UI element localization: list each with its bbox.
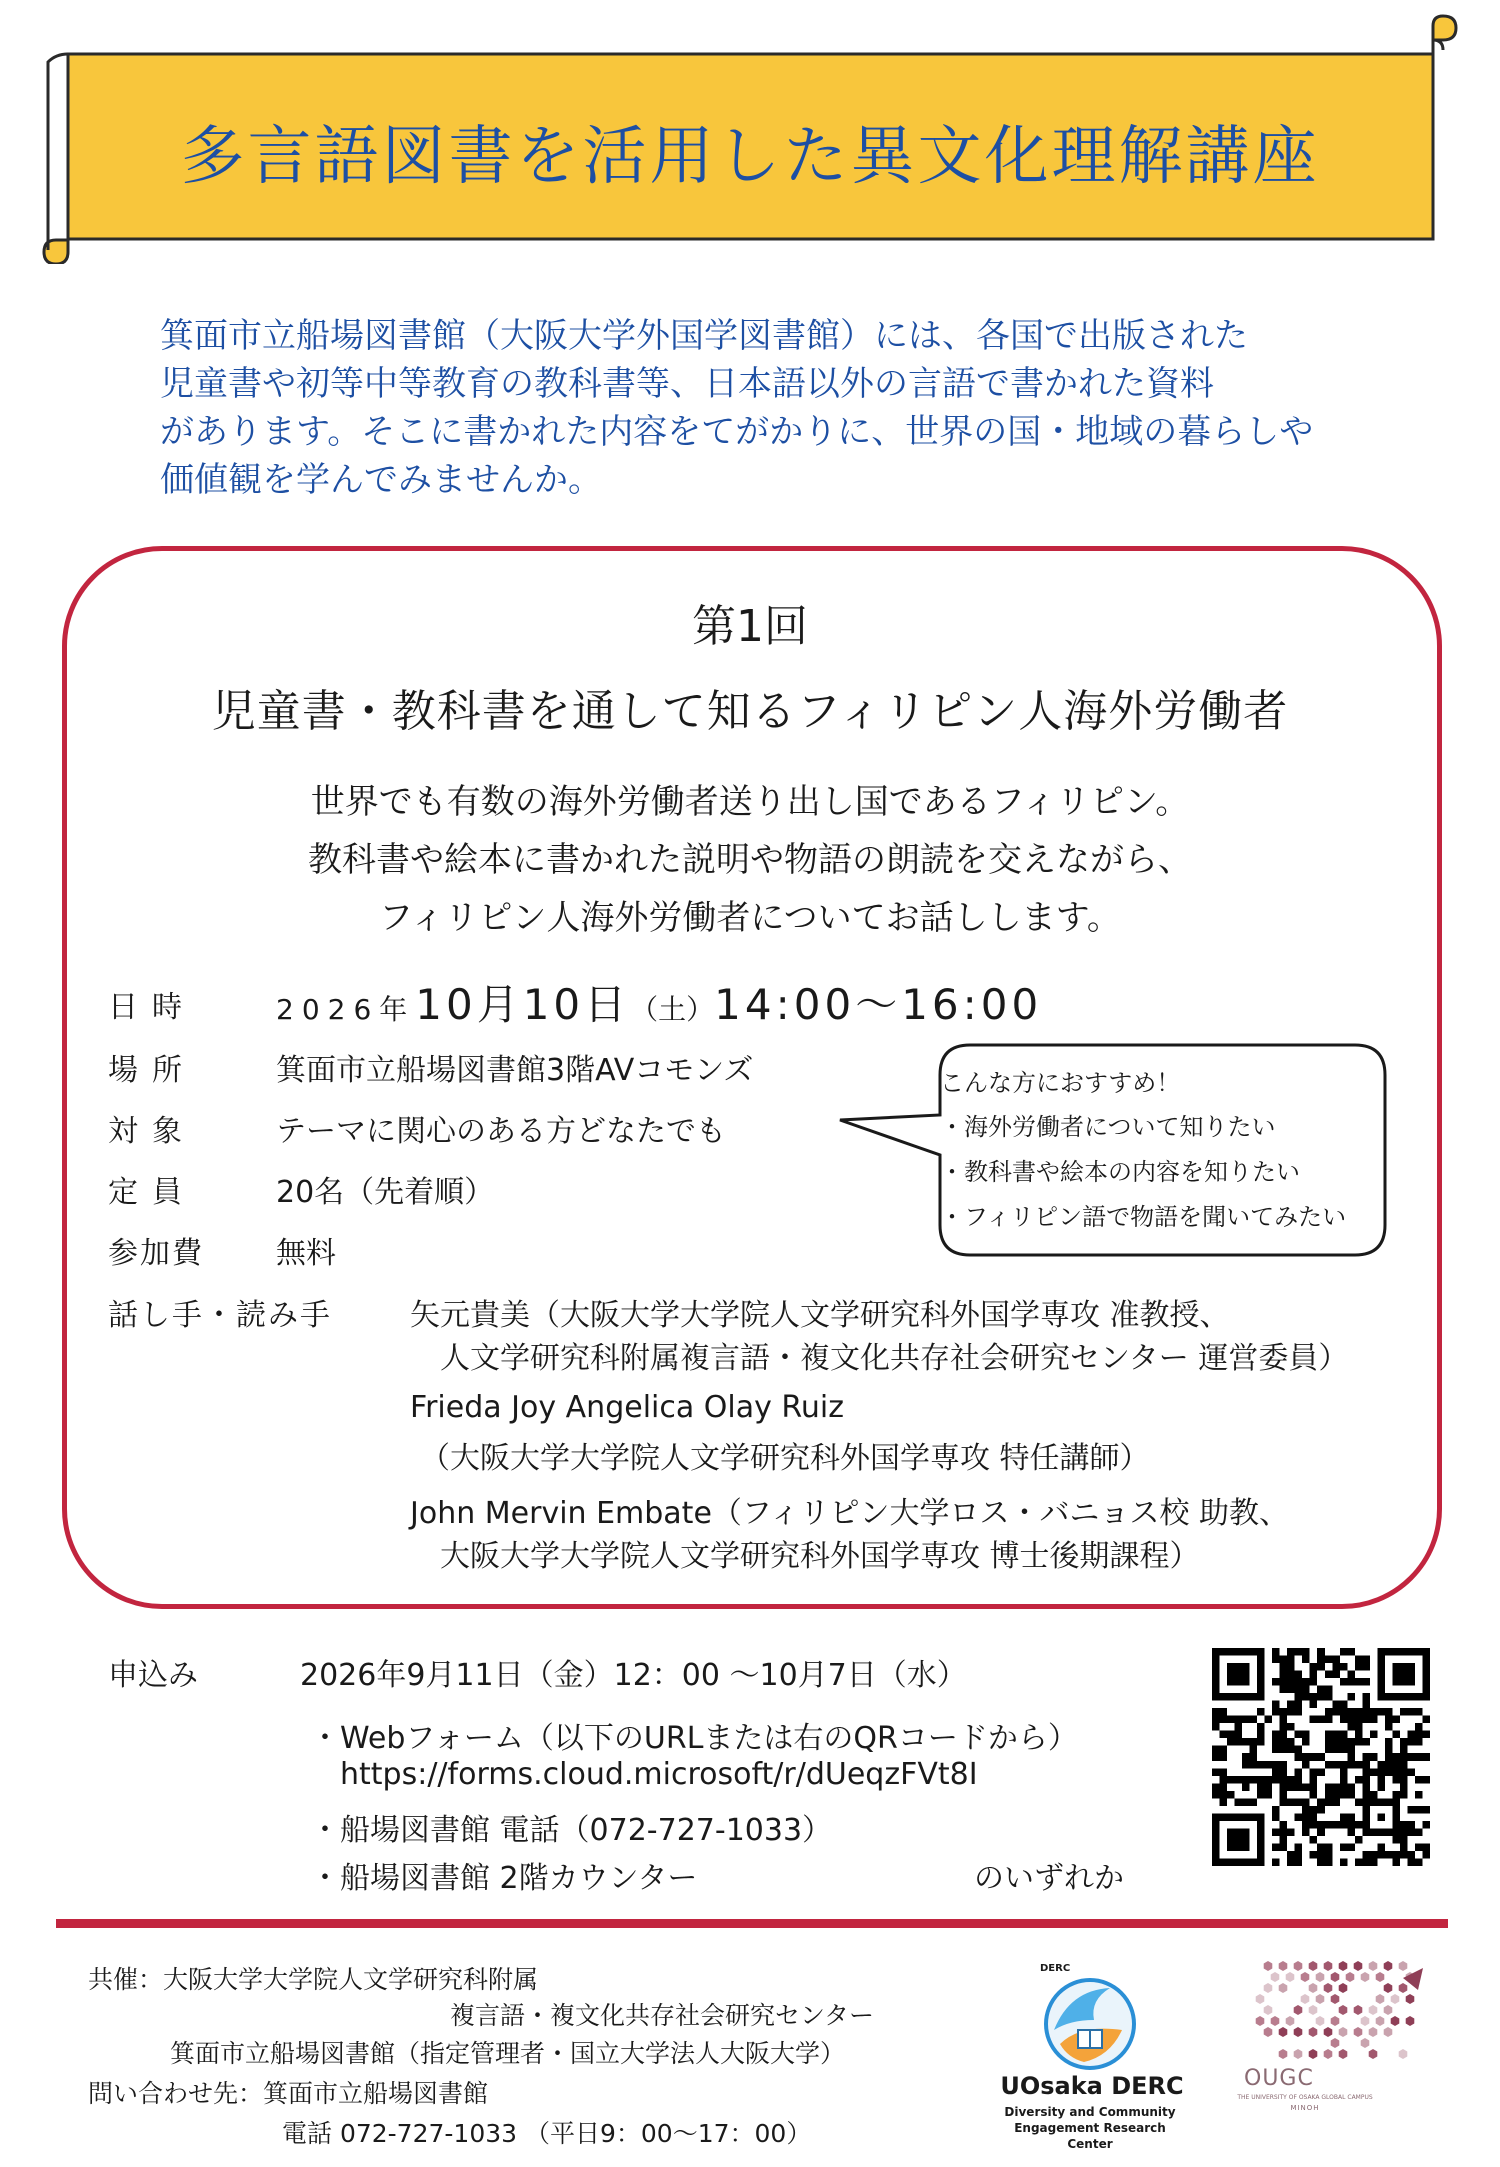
datetime-date: 10月10日 <box>415 980 631 1029</box>
speakers-label: 話し手・読み手 <box>108 1298 332 1333</box>
fee-value: 無料 <box>276 1236 336 1271</box>
speaker-line: （大阪大学大学院人文学研究科外国学専攻 特任講師） <box>420 1441 1150 1476</box>
place-label: 場所 <box>108 1053 196 1088</box>
speaker-line: 矢元貴美（大阪大学大学院人文学研究科外国学専攻 准教授、 <box>410 1298 1230 1333</box>
speaker-line: 大阪大学大学院人文学研究科外国学専攻 博士後期課程） <box>440 1539 1200 1574</box>
ougc-name: OUGC <box>1244 2066 1314 2091</box>
derc-name: UOsaka DERC <box>1000 2072 1184 2100</box>
host-line: 箕面市立船場図書館（指定管理者・国立大学法人大阪大学） <box>170 2039 846 2068</box>
application-suffix: のいずれか <box>974 1861 1124 1896</box>
datetime-dow: （土） <box>630 993 715 1026</box>
footer-divider <box>56 1919 1448 1928</box>
speaker-line: Frieda Joy Angelica Olay Ruiz <box>410 1390 844 1425</box>
ougc-subtitle: THE UNIVERSITY OF OSAKA GLOBAL CAMPUS <box>1237 2094 1373 2101</box>
derc-logo-text: DERC <box>1040 1963 1071 1974</box>
application-method: ・船場図書館 電話（072-727-1033） <box>310 1813 833 1848</box>
bubble-item: ・フィリピン語で物語を聞いてみたい <box>940 1203 1347 1231</box>
bubble-item: ・海外労働者について知りたい <box>940 1113 1276 1141</box>
intro-line: 価値観を学んでみませんか。 <box>160 460 602 500</box>
description-line: 教科書や絵本に書かれた説明や物語の朗読を交えながら、 <box>308 840 1192 880</box>
derc-subtitle <box>990 2104 1190 2152</box>
datetime-value <box>276 972 1042 1032</box>
page-title: 多言語図書を活用した異文化理解講座 <box>180 120 1320 194</box>
intro-line: 箕面市立船場図書館（大阪大学外国学図書館）には、各国で出版された <box>160 316 1248 356</box>
datetime-label: 日時 <box>108 990 196 1025</box>
application-method: ・船場図書館 2階カウンター <box>310 1861 698 1896</box>
derc-subtitle-line: Diversity and Community <box>1004 2105 1176 2119</box>
place-value: 箕面市立船場図書館3階AVコモンズ <box>276 1053 754 1088</box>
host-line: 複言語・複文化共存社会研究センター <box>450 2001 875 2030</box>
intro-line: があります。そこに書かれた内容をてがかりに、世界の国・地域の暮らしや <box>160 412 1314 452</box>
contact-line: 電話 072-727-1033 （平日9：00～17：00） <box>282 2119 812 2148</box>
application-label: 申込み <box>108 1658 198 1693</box>
contact-line: 問い合わせ先：箕面市立船場図書館 <box>88 2079 489 2108</box>
session-description <box>0 773 1500 947</box>
capacity-value: 20名（先着順） <box>276 1175 495 1210</box>
session-number: 第1回 <box>692 601 808 652</box>
datetime-year: 2026年 <box>276 993 416 1026</box>
application-method: ・Webフォーム（以下のURLまたは右のQRコードから） <box>310 1721 1078 1756</box>
session-title: 児童書・教科書を通して知るフィリピン人海外労働者 <box>211 686 1289 737</box>
intro-paragraph <box>160 312 1380 504</box>
bubble-item: ・教科書や絵本の内容を知りたい <box>940 1158 1300 1186</box>
application-period: 2026年9月11日（金）12：00 ～10月7日（水） <box>300 1658 967 1693</box>
datetime-time: 14:00～16:00 <box>714 980 1043 1029</box>
derc-logo <box>1030 1960 1150 2080</box>
qr-code[interactable] <box>1212 1648 1430 1866</box>
speaker-line: 人文学研究科附属複言語・複文化共存社会研究センター 運営委員） <box>440 1341 1349 1376</box>
host-line: 共催：大阪大学大学院人文学研究科附属 <box>88 1965 539 1994</box>
application-url[interactable]: https://forms.cloud.microsoft/r/dUeqzFVt8I <box>340 1757 978 1792</box>
description-line: フィリピン人海外労働者についてお話しします。 <box>379 898 1121 938</box>
fee-label: 参加費 <box>108 1236 204 1271</box>
derc-subtitle-line: Engagement Research Center <box>1014 2121 1166 2151</box>
description-line: 世界でも有数の海外労働者送り出し国であるフィリピン。 <box>310 782 1190 822</box>
intro-line: 児童書や初等中等教育の教科書等、日本語以外の言語で書かれた資料 <box>160 364 1214 404</box>
target-label: 対象 <box>108 1114 196 1149</box>
target-value: テーマに関心のある方どなたでも <box>276 1114 726 1149</box>
bubble-heading: こんな方におすすめ！ <box>940 1069 1181 1097</box>
capacity-label: 定員 <box>108 1175 196 1210</box>
ougc-minoh: MINOH <box>1290 2104 1320 2112</box>
speaker-line: John Mervin Embate（フィリピン大学ロス・バニョス校 助教、 <box>410 1496 1290 1531</box>
